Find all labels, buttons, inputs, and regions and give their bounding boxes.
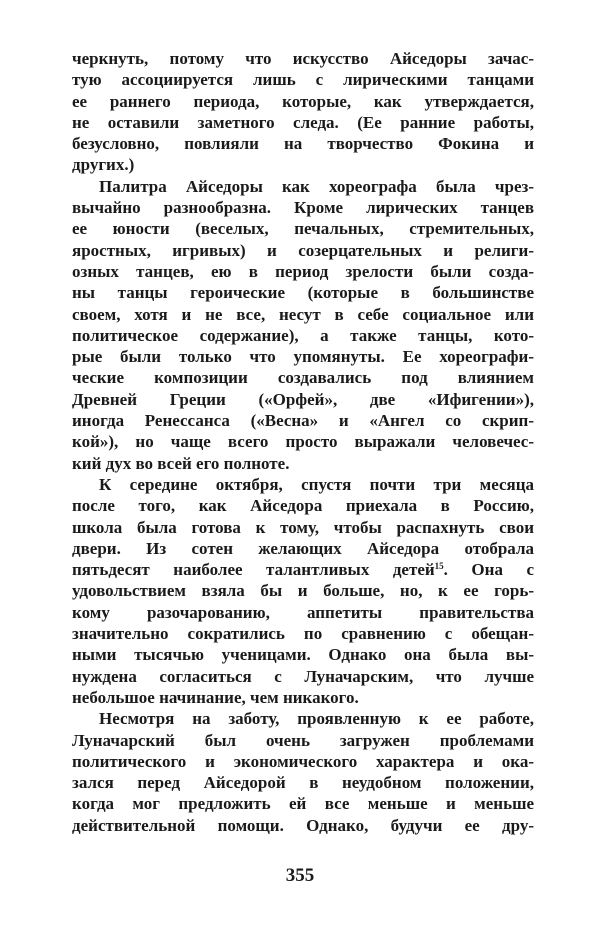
paragraph bbox=[72, 176, 534, 474]
text-line: озных танцев, ею в период зрелости были созда- bbox=[72, 261, 534, 281]
text-line: удовольствием взяла бы и больше, но, к ее горь- bbox=[72, 581, 534, 601]
text-line: ее раннего периода, которые, как утверждается, bbox=[72, 91, 534, 111]
text-line: Древней Греции («Орфей», две «Ифигении»), bbox=[72, 389, 534, 409]
text-line: небольшое начинание, чем никакого. bbox=[72, 687, 359, 707]
text-line: ческие композиции создавались под влиянием bbox=[72, 368, 534, 388]
text-line: ными тысячью ученицами. Однако она была вы- bbox=[72, 645, 534, 665]
text-line: вычайно разнообразна. Кроме лирических танцев bbox=[72, 198, 534, 218]
text-line: значительно сократились по сравнению с обещан- bbox=[72, 624, 534, 644]
text-line: рые были только что упомянуты. Ее хореографи- bbox=[72, 347, 534, 367]
text-line: яростных, игривых) и созерцательных и религи- bbox=[72, 240, 534, 260]
text-line: политического и экономического характера и ока- bbox=[72, 751, 534, 771]
text-line: Несмотря на заботу, проявленную к ее работе, bbox=[99, 709, 534, 729]
text-line: действительной помощи. Однако, будучи ее дру- bbox=[72, 815, 534, 835]
text-line: после того, как Айседора приехала в Россию, bbox=[72, 496, 534, 516]
text-line: зался перед Айседорой в неудобном положении, bbox=[72, 773, 534, 793]
page-number: 355 bbox=[285, 865, 315, 886]
text-line: иногда Ренессанса («Весна» и «Ангел со скрип- bbox=[72, 411, 534, 431]
text-line: школа была готова к тому, чтобы распахнуть свои bbox=[72, 517, 534, 537]
text-line: кой»), но чаще всего просто выражали человечес- bbox=[72, 432, 534, 452]
text-line: других.) bbox=[72, 155, 135, 175]
paragraph bbox=[72, 474, 534, 708]
text-line: ее юности (веселых, печальных, стремительных, bbox=[72, 219, 534, 239]
body-text bbox=[72, 48, 534, 836]
text-line bbox=[72, 559, 534, 580]
paragraph bbox=[72, 48, 534, 176]
text-line: не оставили заметного следа. (Ее ранние работы, bbox=[72, 112, 534, 132]
text-line: кий дух во всей его полноте. bbox=[72, 453, 290, 473]
text-line: когда мог предложить ей все меньше и меньше bbox=[72, 794, 534, 814]
text-line: безусловно, повлияли на творчество Фокина и bbox=[72, 134, 534, 154]
text-line: черкнуть, потому что искусство Айседоры зачас- bbox=[72, 49, 534, 68]
paragraph bbox=[72, 708, 534, 836]
text-line: двери. Из сотен желающих Айседора отобрала bbox=[72, 538, 534, 558]
text-line: Палитра Айседоры как хореографа была чрез- bbox=[99, 176, 534, 196]
text-line: своем, хотя и не все, несут в себе социальное или bbox=[72, 304, 534, 324]
text-line: нуждена согласиться с Луначарским, что лучше bbox=[72, 666, 534, 686]
text-line: политическое содержание), а также танцы, кото- bbox=[72, 325, 534, 345]
text-fragment: пятьдесят наиболее талантливых детей bbox=[72, 560, 435, 580]
text-line: Луначарский был очень загружен проблемами bbox=[72, 730, 534, 750]
text-line: кому разочарованию, аппетиты правительства bbox=[72, 602, 534, 622]
text-fragment: . Она с bbox=[443, 560, 534, 580]
footnote-reference: 15 bbox=[434, 561, 444, 572]
text-line: К середине октября, спустя почти три месяца bbox=[99, 474, 534, 494]
text-line: тую ассоциируется лишь с лирическими танцами bbox=[72, 70, 534, 90]
text-line: ны танцы героические (которые в большинстве bbox=[72, 283, 534, 303]
